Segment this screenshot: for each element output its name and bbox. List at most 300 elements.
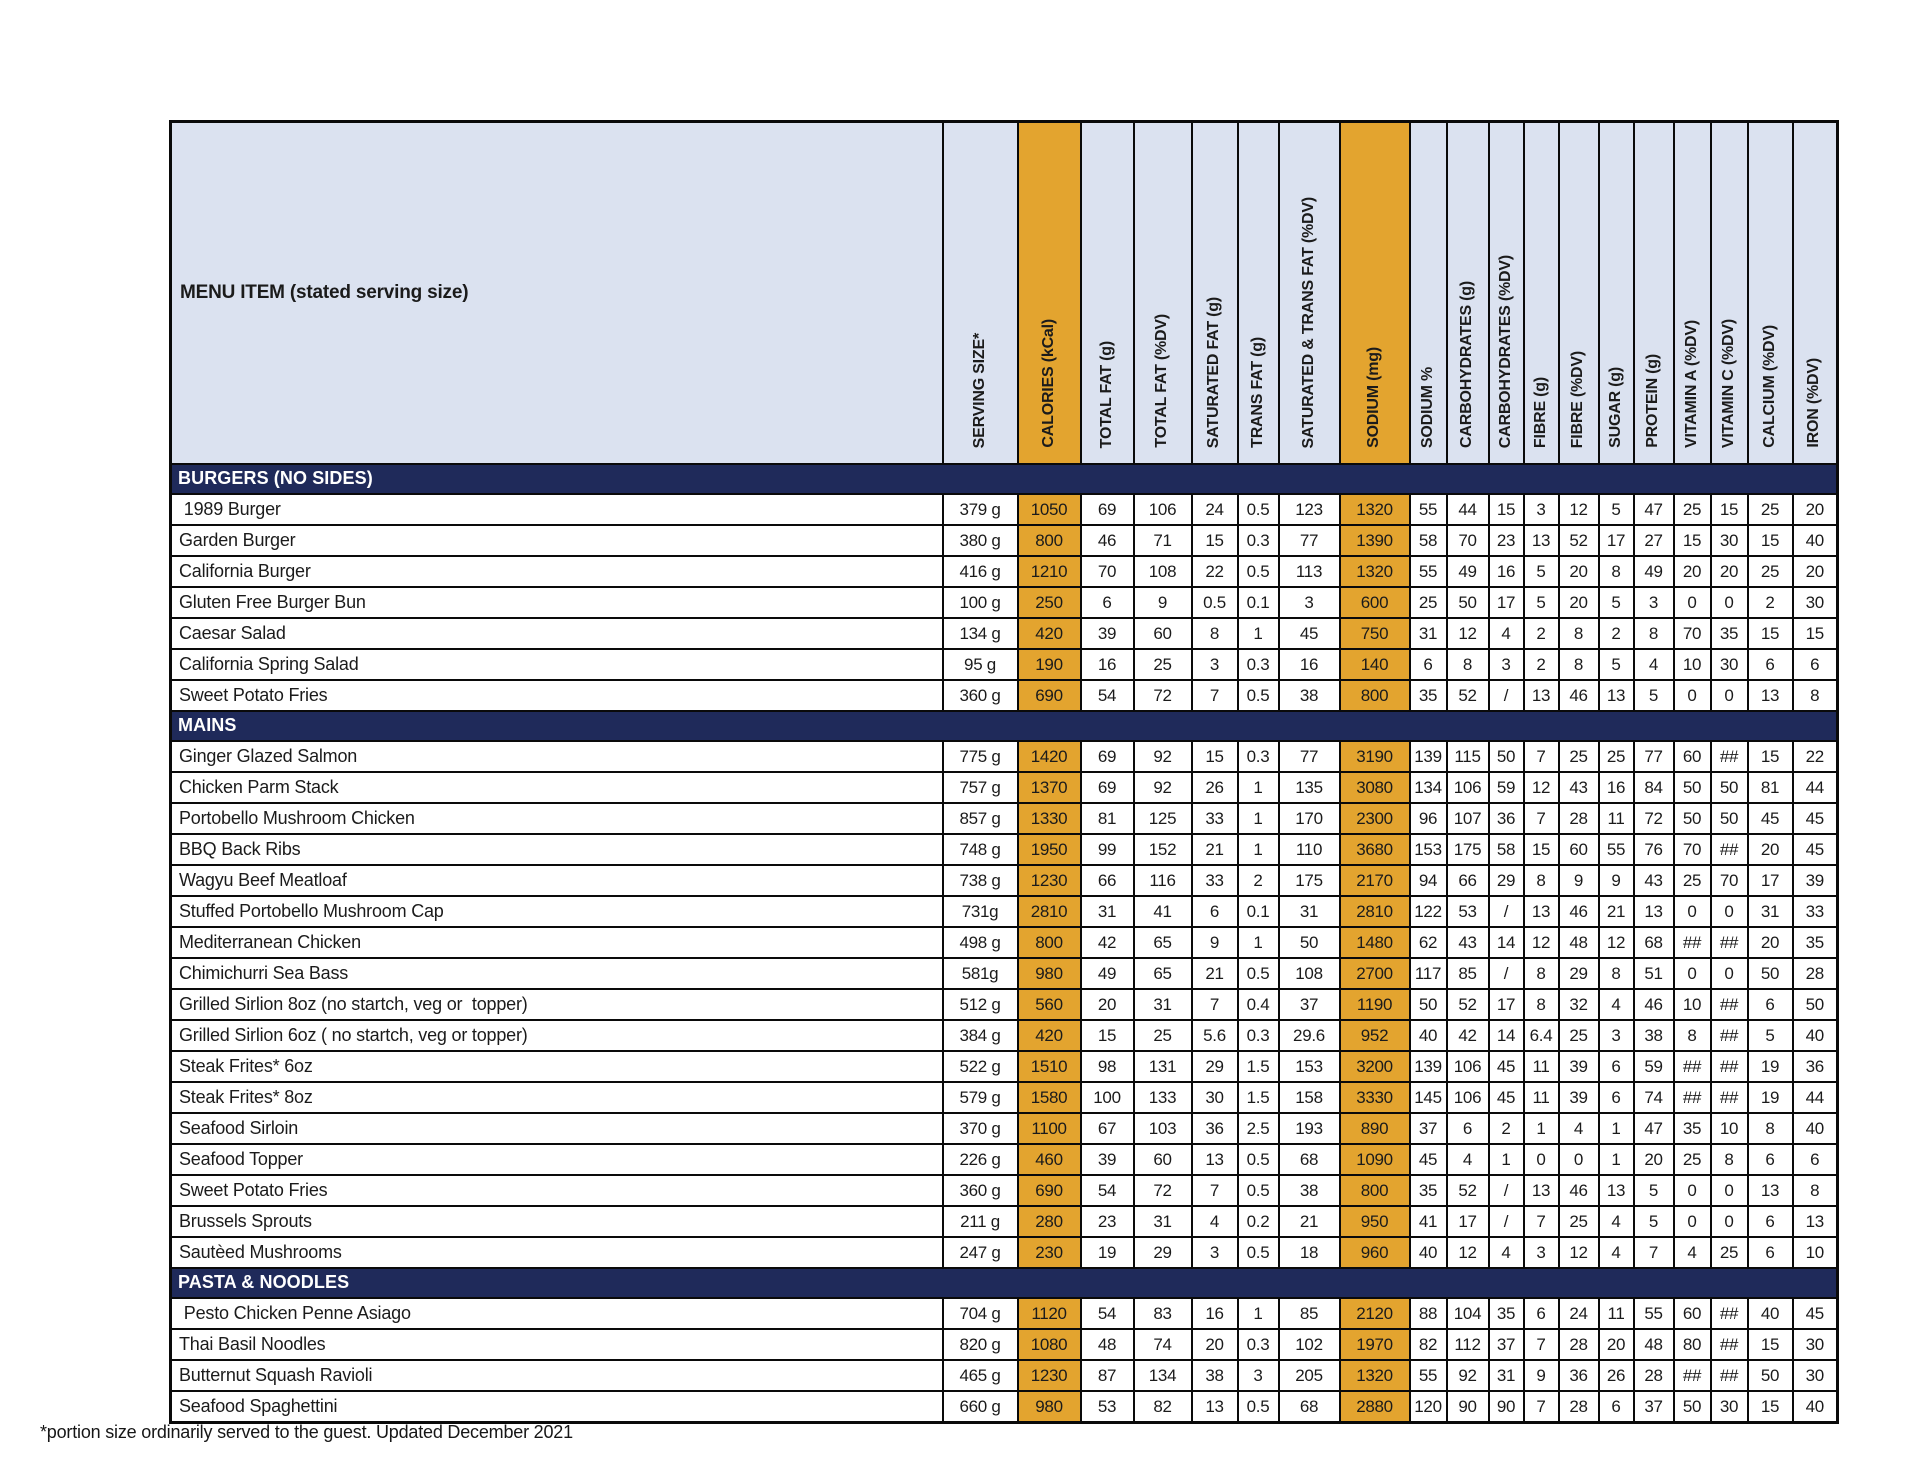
value-cell: 38 (1634, 1020, 1674, 1051)
menu-item-cell: Grilled Sirlion 6oz ( no startch, veg or topper) (171, 1020, 943, 1051)
value-cell: 12 (1599, 927, 1634, 958)
value-cell: 2700 (1340, 958, 1410, 989)
value-cell: 2880 (1340, 1391, 1410, 1423)
value-cell: 12 (1559, 494, 1599, 525)
value-cell: 2170 (1340, 865, 1410, 896)
value-cell: 52 (1447, 1175, 1489, 1206)
value-cell: 33 (1793, 896, 1838, 927)
value-cell: 1330 (1018, 803, 1081, 834)
value-cell: 29 (1559, 958, 1599, 989)
value-cell: 8 (1711, 1144, 1748, 1175)
value-cell: 115 (1447, 741, 1489, 772)
value-cell: 55 (1410, 556, 1447, 587)
value-cell: 70 (1674, 618, 1711, 649)
value-cell: 42 (1081, 927, 1134, 958)
value-cell: 30 (1711, 1391, 1748, 1423)
table-row (171, 618, 1838, 649)
nutrition-table (169, 120, 1839, 1424)
value-cell: 60 (1674, 741, 1711, 772)
value-cell: 0.5 (1238, 556, 1279, 587)
value-cell: 135 (1279, 772, 1340, 803)
value-cell: 17 (1447, 1206, 1489, 1237)
value-cell: 4 (1599, 989, 1634, 1020)
value-cell: 250 (1018, 587, 1081, 618)
value-cell: 50 (1711, 772, 1748, 803)
value-cell: 13 (1599, 680, 1634, 711)
value-cell: 112 (1447, 1329, 1489, 1360)
value-cell: 50 (1748, 1360, 1793, 1391)
value-cell: 15 (1748, 618, 1793, 649)
column-header-label: FIBRE (g) (1531, 376, 1549, 448)
value-cell: 10 (1674, 989, 1711, 1020)
value-cell: ## (1674, 927, 1711, 958)
value-cell: 92 (1134, 772, 1192, 803)
value-cell: 17 (1489, 989, 1524, 1020)
value-cell: 0.3 (1238, 741, 1279, 772)
value-cell: 35 (1674, 1113, 1711, 1144)
value-cell: 12 (1559, 1237, 1599, 1268)
value-cell: 26 (1599, 1360, 1634, 1391)
value-cell: 36 (1192, 1113, 1238, 1144)
value-cell: 2 (1524, 649, 1559, 680)
value-cell: 139 (1410, 741, 1447, 772)
value-cell: 108 (1279, 958, 1340, 989)
value-cell: 60 (1134, 1144, 1192, 1175)
value-cell: 45 (1279, 618, 1340, 649)
value-cell: 50 (1748, 958, 1793, 989)
value-cell: 22 (1793, 741, 1838, 772)
column-header-label: SERVING SIZE* (970, 332, 988, 448)
value-cell: / (1489, 680, 1524, 711)
value-cell: 1420 (1018, 741, 1081, 772)
value-cell: 0 (1711, 1175, 1748, 1206)
menu-item-cell: Gluten Free Burger Bun (171, 587, 943, 618)
value-cell: 1 (1524, 1113, 1559, 1144)
column-header-label: TOTAL FAT (%DV) (1153, 314, 1171, 448)
value-cell: 1080 (1018, 1329, 1081, 1360)
value-cell: 25 (1748, 556, 1793, 587)
value-cell: 14 (1489, 1020, 1524, 1051)
value-cell: ## (1711, 1360, 1748, 1391)
value-cell: 66 (1081, 865, 1134, 896)
section-row (171, 1268, 1838, 1298)
value-cell: 9 (1599, 865, 1634, 896)
value-cell: 8 (1674, 1020, 1711, 1051)
value-cell: 6 (1599, 1082, 1634, 1113)
value-cell: 106 (1134, 494, 1192, 525)
value-cell: 0 (1711, 587, 1748, 618)
value-cell: 21 (1192, 834, 1238, 865)
value-cell: 420 (1018, 1020, 1081, 1051)
menu-item-cell: Caesar Salad (171, 618, 943, 649)
value-cell: 30 (1711, 525, 1748, 556)
table-row (171, 958, 1838, 989)
value-cell: 55 (1599, 834, 1634, 865)
column-header (1489, 122, 1524, 465)
value-cell: 6 (1793, 649, 1838, 680)
value-cell: 80 (1674, 1329, 1711, 1360)
value-cell: 74 (1134, 1329, 1192, 1360)
column-header-label: TOTAL FAT (g) (1097, 340, 1115, 448)
value-cell: 26 (1192, 772, 1238, 803)
section-row (171, 711, 1838, 741)
value-cell: 11 (1524, 1082, 1559, 1113)
value-cell: 49 (1634, 556, 1674, 587)
value-cell: 1210 (1018, 556, 1081, 587)
column-header (1192, 122, 1238, 465)
value-cell: 70 (1081, 556, 1134, 587)
column-header-label: VITAMIN C (%DV) (1719, 318, 1737, 448)
menu-item-cell: Stuffed Portobello Mushroom Cap (171, 896, 943, 927)
table-row (171, 1237, 1838, 1268)
value-cell: 3 (1238, 1360, 1279, 1391)
value-cell: 0 (1524, 1144, 1559, 1175)
value-cell: 5 (1748, 1020, 1793, 1051)
value-cell: 247 g (943, 1237, 1018, 1268)
value-cell: 6 (1599, 1051, 1634, 1082)
value-cell: 1 (1238, 618, 1279, 649)
value-cell: 54 (1081, 1298, 1134, 1329)
value-cell: 2 (1599, 618, 1634, 649)
value-cell: 33 (1192, 865, 1238, 896)
value-cell: 50 (1410, 989, 1447, 1020)
value-cell: 18 (1279, 1237, 1340, 1268)
value-cell: 72 (1134, 1175, 1192, 1206)
column-header (1748, 122, 1793, 465)
column-header-label: TRANS FAT (g) (1248, 337, 1266, 448)
value-cell: 6 (1793, 1144, 1838, 1175)
value-cell: 512 g (943, 989, 1018, 1020)
value-cell: ## (1711, 1082, 1748, 1113)
value-cell: 280 (1018, 1206, 1081, 1237)
value-cell: 69 (1081, 494, 1134, 525)
value-cell: 60 (1674, 1298, 1711, 1329)
value-cell: 82 (1410, 1329, 1447, 1360)
column-header (1599, 122, 1634, 465)
value-cell: 32 (1559, 989, 1599, 1020)
value-cell: 125 (1134, 803, 1192, 834)
value-cell: 25 (1559, 1206, 1599, 1237)
value-cell: 30 (1793, 1360, 1838, 1391)
value-cell: 3 (1524, 494, 1559, 525)
value-cell: 0.5 (1238, 1175, 1279, 1206)
value-cell: 35 (1711, 618, 1748, 649)
value-cell: 19 (1081, 1237, 1134, 1268)
value-cell: 3 (1279, 587, 1340, 618)
value-cell: 15 (1674, 525, 1711, 556)
value-cell: 5 (1599, 649, 1634, 680)
value-cell: 0 (1711, 680, 1748, 711)
value-cell: 15 (1081, 1020, 1134, 1051)
value-cell: 44 (1793, 772, 1838, 803)
value-cell: 0 (1674, 680, 1711, 711)
value-cell: 13 (1793, 1206, 1838, 1237)
menu-item-cell: Seafood Sirloin (171, 1113, 943, 1144)
value-cell: 20 (1748, 834, 1793, 865)
value-cell: 7 (1192, 1175, 1238, 1206)
value-cell: 13 (1524, 1175, 1559, 1206)
menu-item-cell: Sweet Potato Fries (171, 680, 943, 711)
value-cell: 0 (1711, 896, 1748, 927)
value-cell: 5 (1524, 556, 1559, 587)
value-cell: 65 (1134, 958, 1192, 989)
value-cell: ## (1711, 1298, 1748, 1329)
column-header-label: IRON (%DV) (1805, 358, 1823, 448)
value-cell: 46 (1559, 896, 1599, 927)
value-cell: 1 (1238, 772, 1279, 803)
value-cell: 9 (1134, 587, 1192, 618)
value-cell: 55 (1634, 1298, 1674, 1329)
value-cell: 83 (1134, 1298, 1192, 1329)
value-cell: 33 (1192, 803, 1238, 834)
value-cell: 31 (1410, 618, 1447, 649)
value-cell: 6 (1748, 1237, 1793, 1268)
value-cell: 37 (1410, 1113, 1447, 1144)
table-row (171, 1206, 1838, 1237)
value-cell: 113 (1279, 556, 1340, 587)
value-cell: 6 (1748, 1144, 1793, 1175)
value-cell: 21 (1279, 1206, 1340, 1237)
value-cell: 62 (1410, 927, 1447, 958)
value-cell: 46 (1634, 989, 1674, 1020)
value-cell: 6 (1748, 989, 1793, 1020)
value-cell: 20 (1559, 556, 1599, 587)
value-cell: 45 (1489, 1082, 1524, 1113)
value-cell: 0.3 (1238, 1329, 1279, 1360)
value-cell: 420 (1018, 618, 1081, 649)
menu-item-cell: California Spring Salad (171, 649, 943, 680)
value-cell: 117 (1410, 958, 1447, 989)
value-cell: 5.6 (1192, 1020, 1238, 1051)
value-cell: 45 (1793, 803, 1838, 834)
value-cell: 1100 (1018, 1113, 1081, 1144)
value-cell: 12 (1447, 1237, 1489, 1268)
value-cell: 25 (1674, 1144, 1711, 1175)
value-cell: 5 (1634, 680, 1674, 711)
value-cell: 8 (1559, 618, 1599, 649)
value-cell: 25 (1748, 494, 1793, 525)
value-cell: ## (1711, 1020, 1748, 1051)
value-cell: 579 g (943, 1082, 1018, 1113)
value-cell: 757 g (943, 772, 1018, 803)
value-cell: 153 (1279, 1051, 1340, 1082)
value-cell: 50 (1793, 989, 1838, 1020)
value-cell: 6 (1748, 649, 1793, 680)
value-cell: 748 g (943, 834, 1018, 865)
value-cell: 2 (1489, 1113, 1524, 1144)
value-cell: 4 (1599, 1206, 1634, 1237)
value-cell: 47 (1634, 494, 1674, 525)
table-row (171, 989, 1838, 1020)
value-cell: 45 (1410, 1144, 1447, 1175)
value-cell: 134 g (943, 618, 1018, 649)
column-header-label: CARBOHYDRATES (%DV) (1496, 254, 1514, 448)
value-cell: 44 (1447, 494, 1489, 525)
value-cell: 0 (1674, 1206, 1711, 1237)
value-cell: 92 (1447, 1360, 1489, 1391)
value-cell: 1320 (1340, 494, 1410, 525)
value-cell: 30 (1711, 649, 1748, 680)
table-row (171, 1082, 1838, 1113)
value-cell: 24 (1559, 1298, 1599, 1329)
value-cell: 153 (1410, 834, 1447, 865)
table-row (171, 1051, 1838, 1082)
value-cell: 20 (1748, 927, 1793, 958)
value-cell: 6.4 (1524, 1020, 1559, 1051)
value-cell: 23 (1489, 525, 1524, 556)
column-header-label: SUGAR (g) (1606, 367, 1624, 448)
value-cell: 21 (1192, 958, 1238, 989)
table-row (171, 1298, 1838, 1329)
value-cell: 7 (1524, 1206, 1559, 1237)
menu-item-cell: Brussels Sprouts (171, 1206, 943, 1237)
value-cell: 59 (1489, 772, 1524, 803)
column-header (1524, 122, 1559, 465)
menu-item-cell: Mediterranean Chicken (171, 927, 943, 958)
value-cell: 3680 (1340, 834, 1410, 865)
value-cell: 50 (1711, 803, 1748, 834)
value-cell: 0.5 (1238, 680, 1279, 711)
value-cell: 37 (1279, 989, 1340, 1020)
value-cell: 13 (1192, 1144, 1238, 1175)
table-row (171, 525, 1838, 556)
value-cell: 750 (1340, 618, 1410, 649)
value-cell: 36 (1559, 1360, 1599, 1391)
value-cell: 498 g (943, 927, 1018, 958)
value-cell: 40 (1793, 525, 1838, 556)
value-cell: 731g (943, 896, 1018, 927)
value-cell: 581g (943, 958, 1018, 989)
column-header (1081, 122, 1134, 465)
value-cell: 46 (1559, 1175, 1599, 1206)
value-cell: 96 (1410, 803, 1447, 834)
value-cell: 74 (1634, 1082, 1674, 1113)
value-cell: ## (1711, 741, 1748, 772)
column-header (1340, 122, 1410, 465)
value-cell: 1230 (1018, 1360, 1081, 1391)
value-cell: 13 (1524, 896, 1559, 927)
value-cell: 8 (1793, 1175, 1838, 1206)
value-cell: 205 (1279, 1360, 1340, 1391)
value-cell: 2 (1524, 618, 1559, 649)
value-cell: 30 (1793, 587, 1838, 618)
value-cell: 3080 (1340, 772, 1410, 803)
value-cell: 13 (1634, 896, 1674, 927)
menu-item-cell: BBQ Back Ribs (171, 834, 943, 865)
value-cell: 890 (1340, 1113, 1410, 1144)
value-cell: 1.5 (1238, 1082, 1279, 1113)
value-cell: 7 (1524, 1329, 1559, 1360)
value-cell: 2810 (1018, 896, 1081, 927)
value-cell: 85 (1279, 1298, 1340, 1329)
value-cell: 775 g (943, 741, 1018, 772)
value-cell: 15 (1524, 834, 1559, 865)
value-cell: 20 (1192, 1329, 1238, 1360)
value-cell: 820 g (943, 1329, 1018, 1360)
value-cell: 54 (1081, 680, 1134, 711)
value-cell: 28 (1793, 958, 1838, 989)
value-cell: 0.5 (1238, 1237, 1279, 1268)
column-header (1018, 122, 1081, 465)
value-cell: 704 g (943, 1298, 1018, 1329)
section-header: BURGERS (NO SIDES) (171, 464, 1838, 494)
value-cell: 16 (1489, 556, 1524, 587)
menu-item-cell: Butternut Squash Ravioli (171, 1360, 943, 1391)
value-cell: 0.5 (1238, 494, 1279, 525)
value-cell: 0.4 (1238, 989, 1279, 1020)
value-cell: 103 (1134, 1113, 1192, 1144)
value-cell: 53 (1447, 896, 1489, 927)
value-cell: 25 (1410, 587, 1447, 618)
value-cell: 8 (1634, 618, 1674, 649)
value-cell: 28 (1559, 1329, 1599, 1360)
value-cell: 5 (1599, 587, 1634, 618)
value-cell: 20 (1793, 556, 1838, 587)
menu-item-cell: Seafood Topper (171, 1144, 943, 1175)
value-cell: 800 (1018, 927, 1081, 958)
value-cell: 20 (1559, 587, 1599, 618)
column-header (1238, 122, 1279, 465)
value-cell: 226 g (943, 1144, 1018, 1175)
value-cell: 4 (1489, 1237, 1524, 1268)
value-cell: 5 (1524, 587, 1559, 618)
value-cell: / (1489, 958, 1524, 989)
value-cell: 11 (1599, 803, 1634, 834)
value-cell: 1320 (1340, 1360, 1410, 1391)
value-cell: 7 (1524, 803, 1559, 834)
column-header (1559, 122, 1599, 465)
value-cell: 21 (1599, 896, 1634, 927)
value-cell: 12 (1447, 618, 1489, 649)
column-header-label: SODIUM % (1418, 366, 1436, 448)
value-cell: 1120 (1018, 1298, 1081, 1329)
value-cell: 29 (1134, 1237, 1192, 1268)
value-cell: 100 (1081, 1082, 1134, 1113)
value-cell: 15 (1192, 741, 1238, 772)
value-cell: 3190 (1340, 741, 1410, 772)
value-cell: 36 (1793, 1051, 1838, 1082)
value-cell: 1230 (1018, 865, 1081, 896)
value-cell: 53 (1081, 1391, 1134, 1423)
value-cell: 1 (1489, 1144, 1524, 1175)
menu-item-cell: Chicken Parm Stack (171, 772, 943, 803)
value-cell: 90 (1447, 1391, 1489, 1423)
value-cell: 39 (1793, 865, 1838, 896)
value-cell: 8 (1524, 958, 1559, 989)
section-header: MAINS (171, 711, 1838, 741)
value-cell: 1950 (1018, 834, 1081, 865)
value-cell: 0.1 (1238, 587, 1279, 618)
table-row (171, 927, 1838, 958)
column-header-label: CALCIUM (%DV) (1760, 325, 1778, 448)
value-cell: 71 (1134, 525, 1192, 556)
value-cell: 19 (1748, 1082, 1793, 1113)
value-cell: 738 g (943, 865, 1018, 896)
value-cell: 35 (1793, 927, 1838, 958)
value-cell: 1 (1599, 1113, 1634, 1144)
value-cell: 17 (1748, 865, 1793, 896)
value-cell: 3 (1599, 1020, 1634, 1051)
column-header-label: SATURATED & TRANS FAT (%DV) (1299, 196, 1317, 448)
value-cell: 3200 (1340, 1051, 1410, 1082)
value-cell: 0.3 (1238, 1020, 1279, 1051)
value-cell: 106 (1447, 1051, 1489, 1082)
value-cell: 39 (1081, 1144, 1134, 1175)
value-cell: 25 (1134, 649, 1192, 680)
column-header (1279, 122, 1340, 465)
value-cell: 28 (1634, 1360, 1674, 1391)
value-cell: 4 (1489, 618, 1524, 649)
